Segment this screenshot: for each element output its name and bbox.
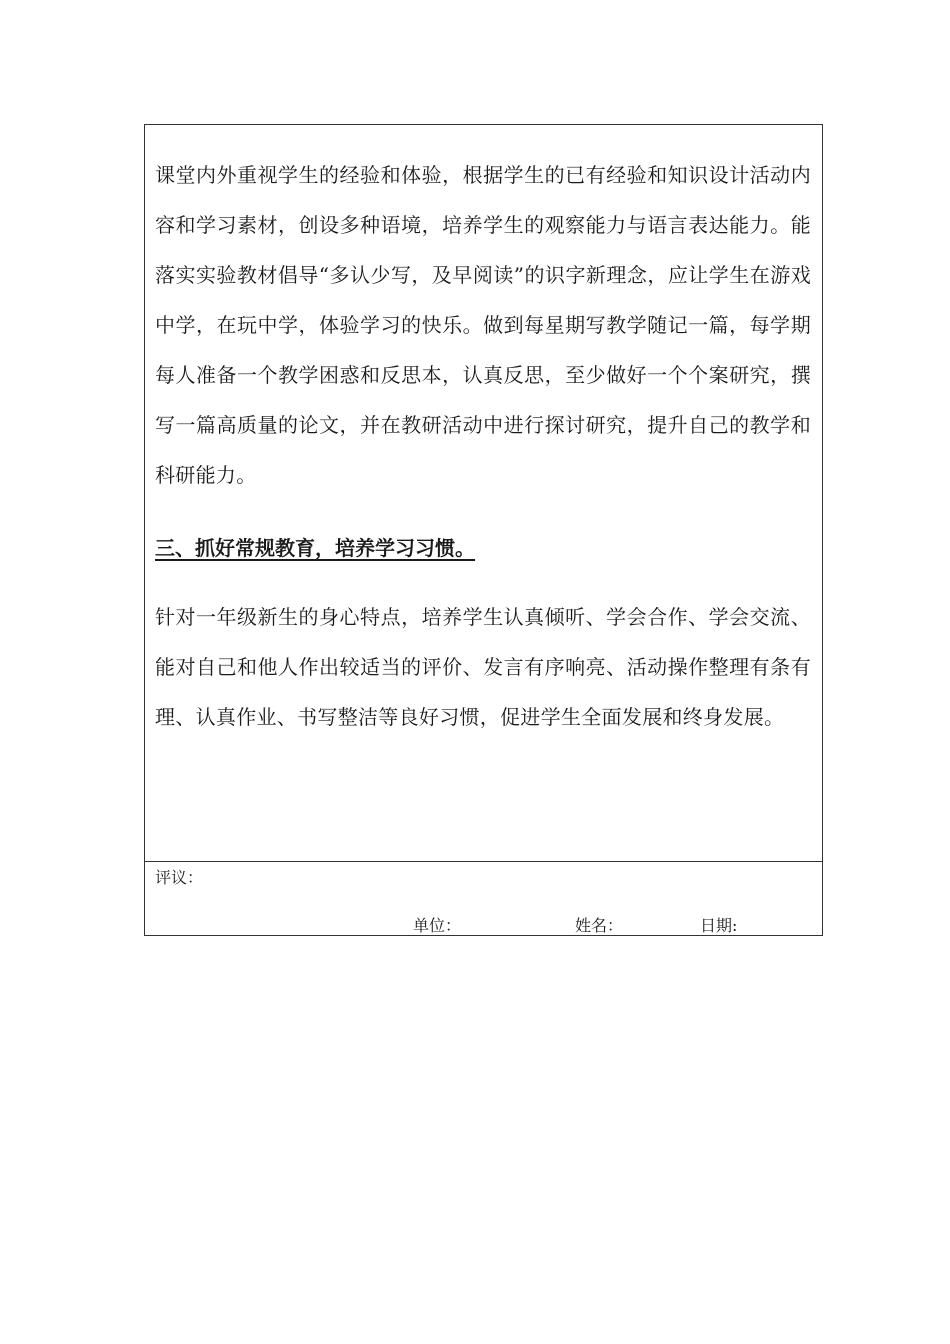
- unit-label: 单位：: [413, 916, 462, 935]
- name-label: 姓名：: [575, 916, 624, 935]
- section-heading-3: 三、抓好常规教育，培养学习习惯。: [155, 536, 475, 560]
- document-table: [144, 124, 823, 936]
- date-label: 日期:: [700, 916, 738, 935]
- review-cell: [145, 862, 822, 935]
- paragraph-habits: 针对一年级新生的身心特点，培养学生认真倾听、学会合作、学会交流、能对自己和他人作出较适当的评价、发言有序响亮、活动操作整理有条有理、认真作业、书写整洁等良好习惯，促进学生全面发展和终身发展。: [155, 605, 811, 729]
- paragraph-teaching-research: 课堂内外重视学生的经验和体验，根据学生的已有经验和知识设计活动内容和学习素材，创设多种语境，培养学生的观察能力与语言表达能力。能落实实验教材倡导“多认少写，及早阅读”的识字新理念，应让学生在游戏中学，在玩中学，体验学习的快乐。做到每星期写教学随记一篇，每学期每人准备一个教学困惑和反思本，认真反思，至少做好一个个案研究，撰写一篇高质量的论文，并在教研活动中进行探讨研究，提升自己的教学和科研能力。: [155, 163, 811, 487]
- content-cell: [145, 125, 822, 862]
- comment-label: 评议：: [155, 868, 204, 887]
